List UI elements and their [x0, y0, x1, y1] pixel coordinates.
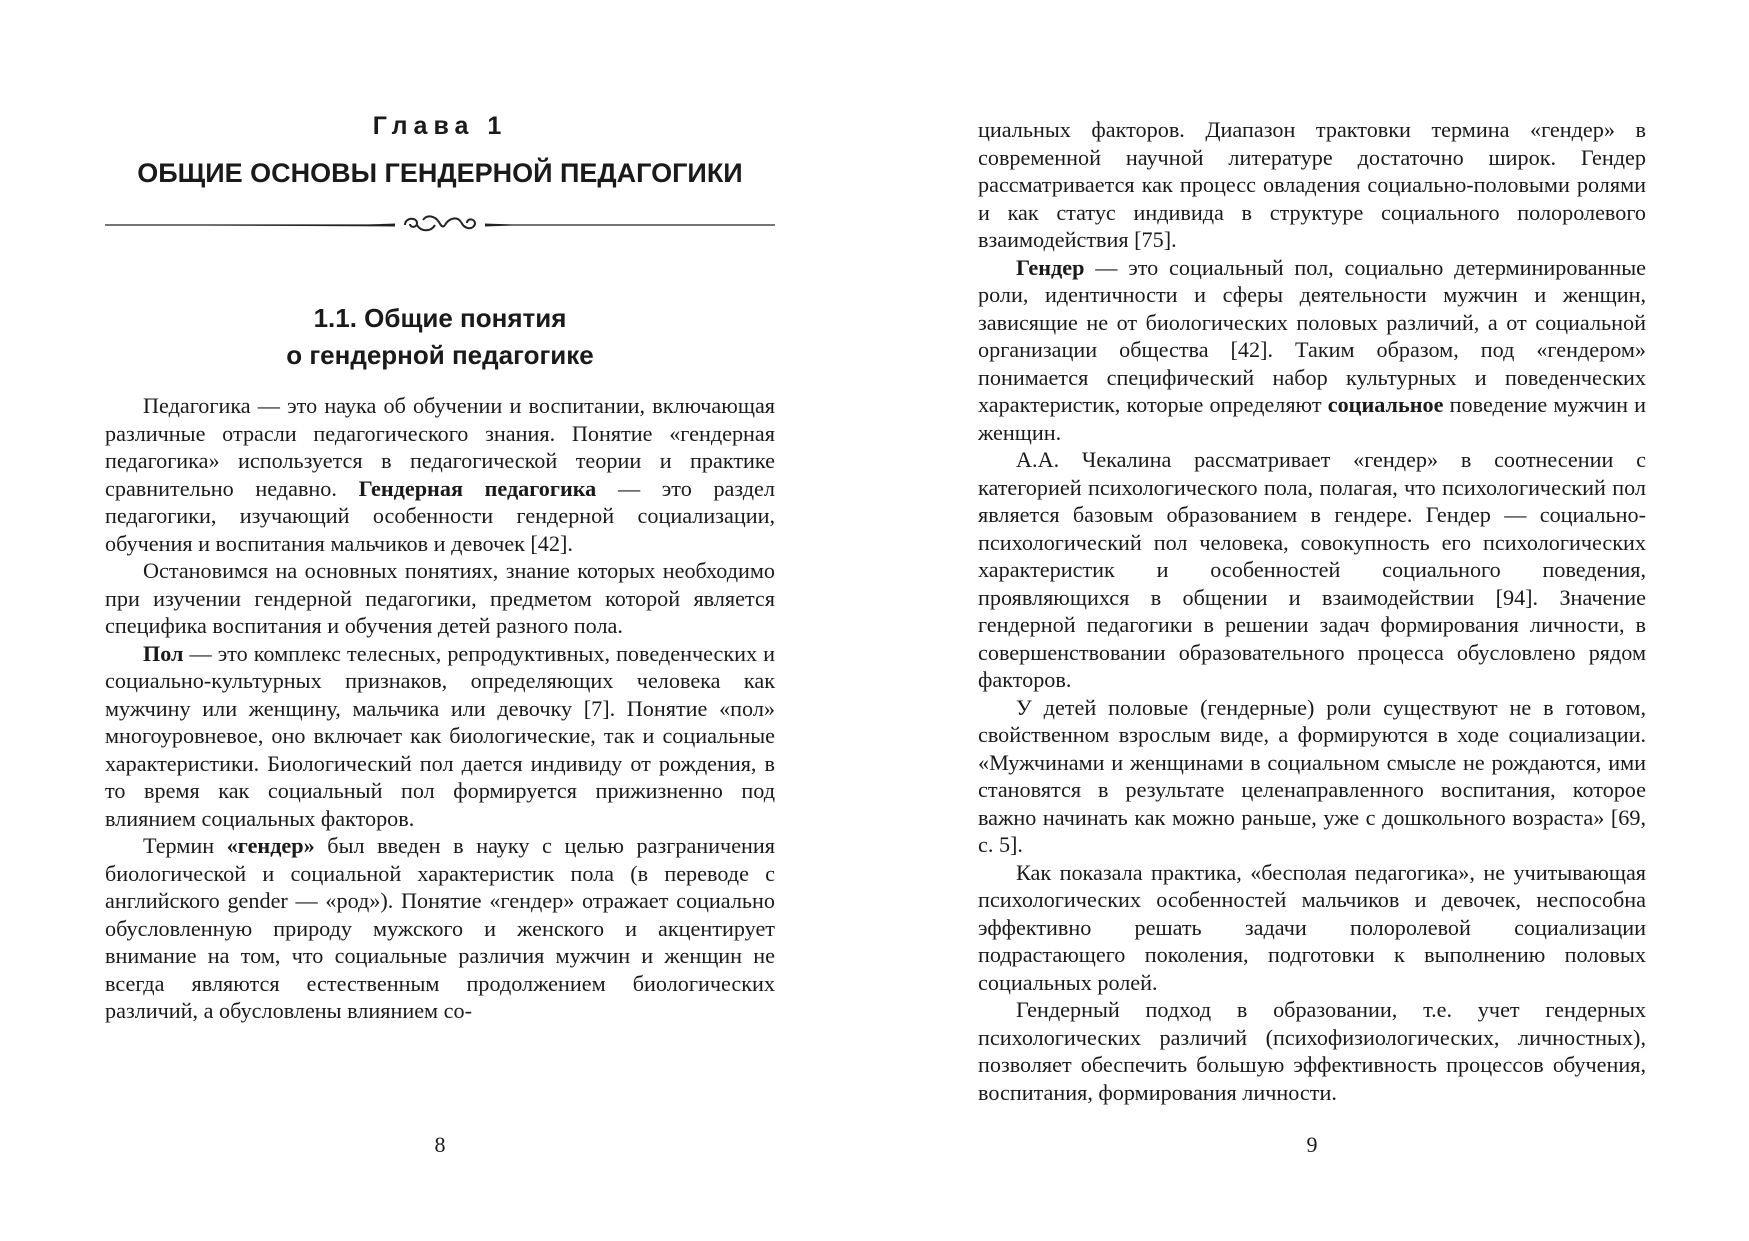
- paragraph: [105, 832, 775, 1025]
- paragraph: циальных факторов. Диапазон трактовки термина «гендер» в современной научной литературе достаточно широк. Гендер рассматривается как процесс овладения социально-половыми ролями и как статус индивида в структуре социального полоролевого взаимодействия [75].: [978, 117, 1646, 252]
- page-number: 9: [1306, 1132, 1318, 1157]
- term-bold: социальное: [1327, 392, 1444, 417]
- paragraph-text: поведение мужчин и женщин.: [978, 392, 1646, 445]
- paragraph: А.А. Чекалина рассматривает «гендер» в соотнесении с категорией психологического пола, полагая, что психологический пол является базовым образованием в гендере. Гендер — социально-психологический пол человека, совокупность его психологических характеристик и особенностей социального поведения, проявляющихся в общении и взаимодействии [94]. Значение гендерной педагогики в решении задач формирования личности, в совершенствовании образовательного процесса обусловлено рядом факторов.: [978, 447, 1646, 692]
- paragraph-text: был введен в науку с целью разграничения биологической и социальной характеристик пола (в переводе с английского gender — «род»). Понятие «гендер» отражает социально обусловленную природу мужского и женского и акцентирует внимание на том, что социальные различия мужчин и женщин не всегда являются естественным продолжением биологических различий, а обусловлены влиянием со-: [105, 833, 776, 1023]
- paragraph: [105, 640, 775, 833]
- paragraph-text: Термин: [143, 833, 227, 858]
- paragraph: Гендерный подход в образовании, т.е. учет гендерных психологических различий (психофизиологических, личностных), позволяет обеспечить большую эффективность процессов обучения, воспитания, формирования личности.: [978, 997, 1646, 1105]
- term-bold: Гендерная педагогика: [358, 475, 597, 501]
- right-body-text: [978, 116, 1646, 1106]
- chapter-title: ОБЩИЕ ОСНОВЫ ГЕНДЕРНОЙ ПЕДАГОГИКИ: [137, 158, 743, 188]
- term-bold: Гендер: [1016, 254, 1085, 280]
- scroll-flourish-icon: [105, 210, 775, 240]
- section-title: [105, 300, 775, 374]
- left-page: [105, 0, 775, 1241]
- page-number: 8: [434, 1132, 446, 1157]
- section-title-line1: 1.1. Общие понятия: [313, 303, 567, 333]
- paragraph: Остановимся на основных понятиях, знание которых необходимо при изучении гендерной педагогики, предметом которой является специфика воспитания и обучения детей разного пола.: [105, 558, 775, 638]
- paragraph-text: — это раздел педагогики, изучающий особенности гендерной социализации, обучения и воспитания мальчиков и девочек [42].: [105, 475, 775, 556]
- left-body-text: [105, 392, 775, 1025]
- right-page: [978, 0, 1646, 1241]
- paragraph: [978, 254, 1646, 447]
- paragraph-text: — это социальный пол, социально детерминированные роли, идентичности и сферы деятельности мужчин и женщин, зависящие не от биологических половых различий, а от социальной организации общества [42]. Таким образом, под «гендером» понимается специфический набор культурных и поведенческих характеристик, которые определяют: [978, 254, 1646, 417]
- paragraph-text: — это комплекс телесных, репродуктивных, поведенческих и социально-культурных признаков, определяющих человека как мужчину или женщину, мальчика или девочку [7]. Понятие «пол» многоуровневое, оно включает как биологические, так и социальные характеристики. Биологический пол дается индивиду от рождения, в то время как социальный пол формируется прижизненно под влиянием социальных факторов.: [105, 640, 775, 831]
- paragraph-text: Педагогика — это наука об обучении и воспитании, включающая различные отрасли педагогического знания. Понятие «гендерная педагогика» используется в педагогической теории и практике сравнительно недавно.: [105, 393, 775, 501]
- paragraph: [105, 392, 775, 557]
- section-title-line2: о гендерной педагогике: [286, 340, 594, 370]
- term-bold: «гендер»: [226, 833, 315, 858]
- paragraph: Как показала практика, «бесполая педагогика», не учитывающая психологических особенностей мальчиков и девочек, неспособна эффективно решать задачи полоролевой социализации подрастающего поколения, подготовки к выполнению половых социальных ролей.: [978, 859, 1646, 995]
- term-bold: Пол: [143, 640, 184, 666]
- paragraph: У детей половые (гендерные) роли существуют не в готовом, свойственном взрослым виде, а формируются в ходе социализации. «Мужчинами и женщинами в социальном смысле не рождаются, ими становятся в результате целенаправленного воспитания, которое важно начинать как можно раньше, уже с дошкольного возраста» [69, с. 5].: [978, 694, 1646, 857]
- chapter-label: Глава 1: [372, 112, 508, 140]
